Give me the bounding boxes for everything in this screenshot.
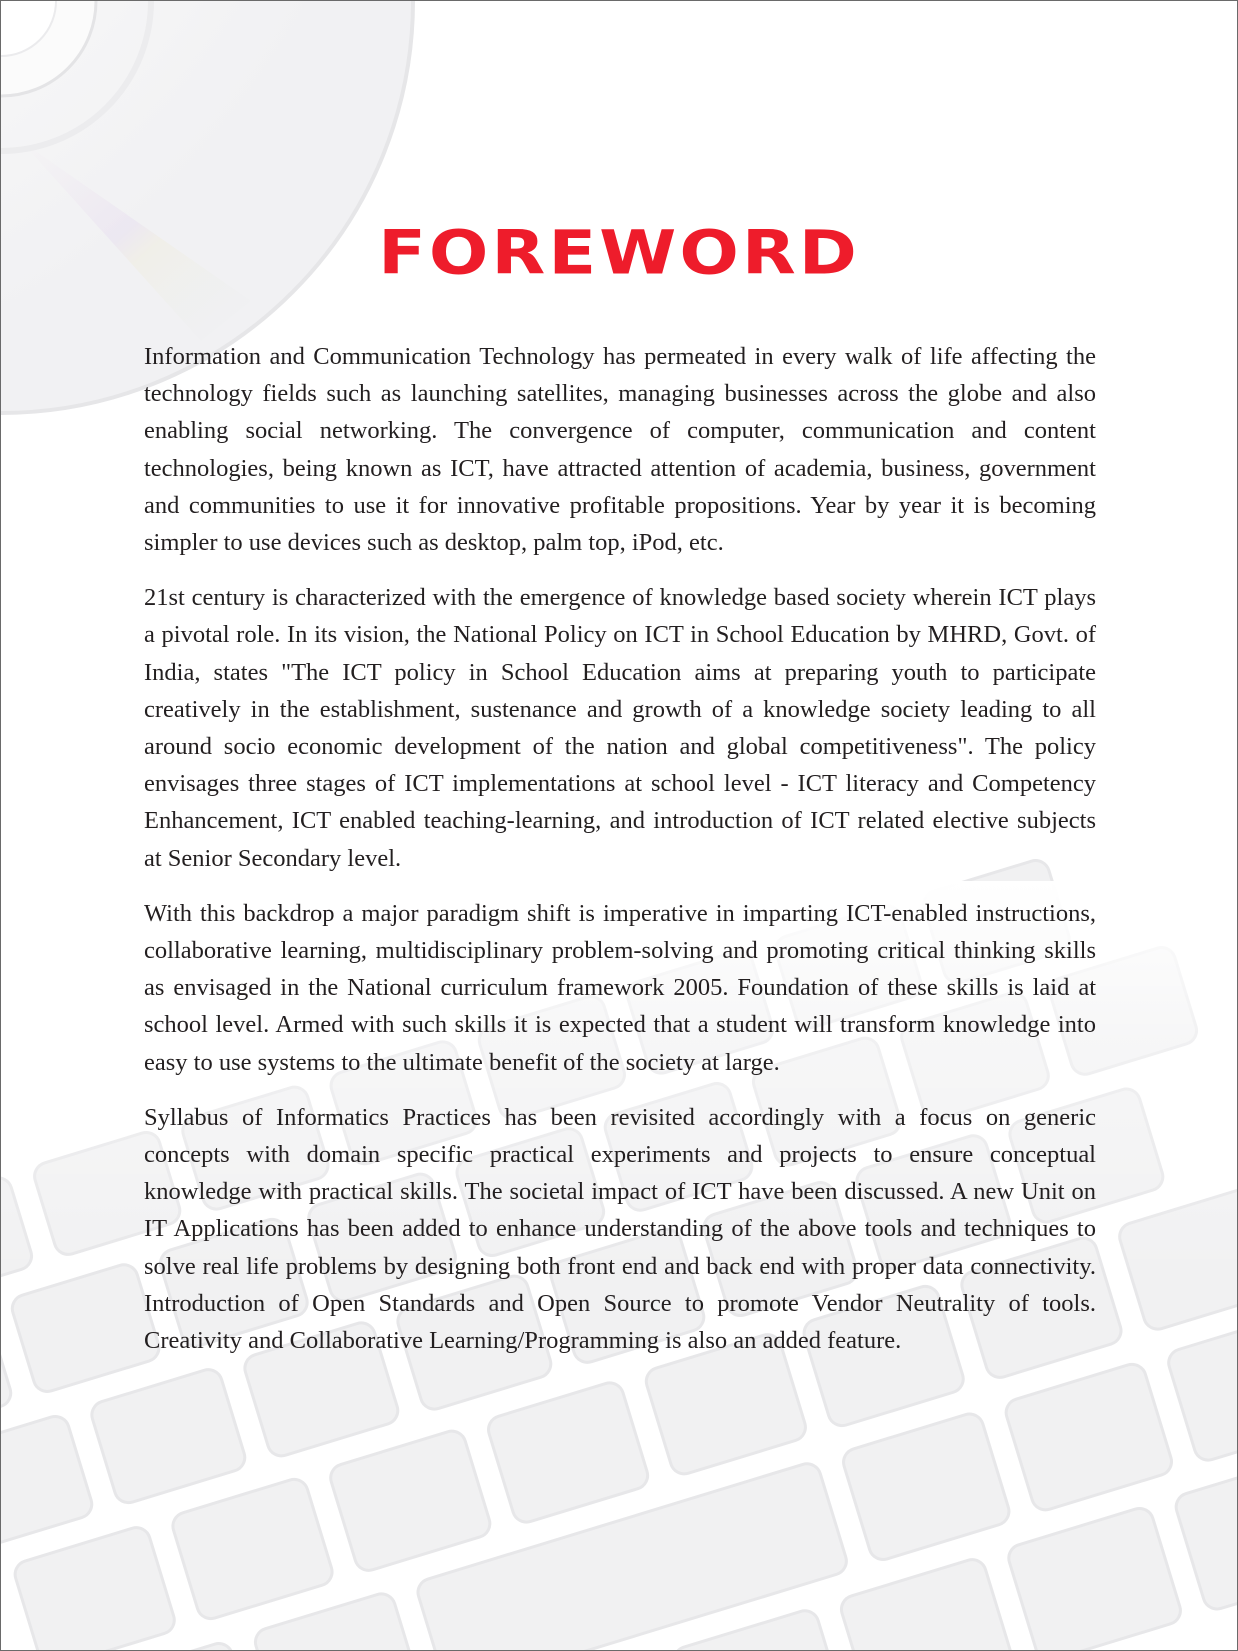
foreword-body (144, 338, 1096, 1377)
paragraph: Syllabus of Informatics Practices has been revisited accordingly with a focus on generic concepts with domain specific practical experiments and projects to ensure conceptual knowledge with practical skills. The societal impact of ICT have been discussed. A new Unit on IT Applications has been added to enhance understanding of the above tools and techniques to solve real life problems by designing both front end and back end with proper data connectivity. Introduction of Open Standards and Open Source to promote Vendor Neutrality of tools. Creativity and Collaborative Learning/Programming is also an added feature. (144, 1103, 1096, 1355)
paragraph: Information and Communication Technology has permeated in every walk of life affecting the technology fields such as launching satellites, managing businesses across the globe and also enabling social networking. The convergence of computer, communication and content technologies, being known as ICT, have attracted attention of academia, business, government and communities to use it for innovative profitable propositions. Year by year it is becoming simpler to use devices such as desktop, palm top, iPod, etc. (144, 343, 1096, 557)
page-title: FOREWORD (378, 217, 860, 289)
paragraph: With this backdrop a major paradigm shift is imperative in imparting ICT-enabled instructions, collaborative learning, multidisciplinary problem-solving and promoting critical thinking skills as envisaged in the National curriculum framework 2005. Foundation of these skills is laid at school level. Armed with such skills it is expected that a student will transform knowledge into easy to use systems to the ultimate benefit of the society at large. (144, 899, 1096, 1076)
paragraph: 21st century is characterized with the emergence of knowledge based society wherein ICT plays a pivotal role. In its vision, the National Policy on ICT in School Education by MHRD, Govt. of India, states "The ICT policy in School Education aims at preparing youth to participate creatively in the establishment, sustenance and growth of a knowledge society leading to all around socio economic development of the nation and global competitiveness". The policy envisages three stages of ICT implementations at school level - ICT literacy and Competency Enhancement, ICT enabled teaching-learning, and introduction of ICT related elective subjects at Senior Secondary level. (144, 584, 1096, 872)
